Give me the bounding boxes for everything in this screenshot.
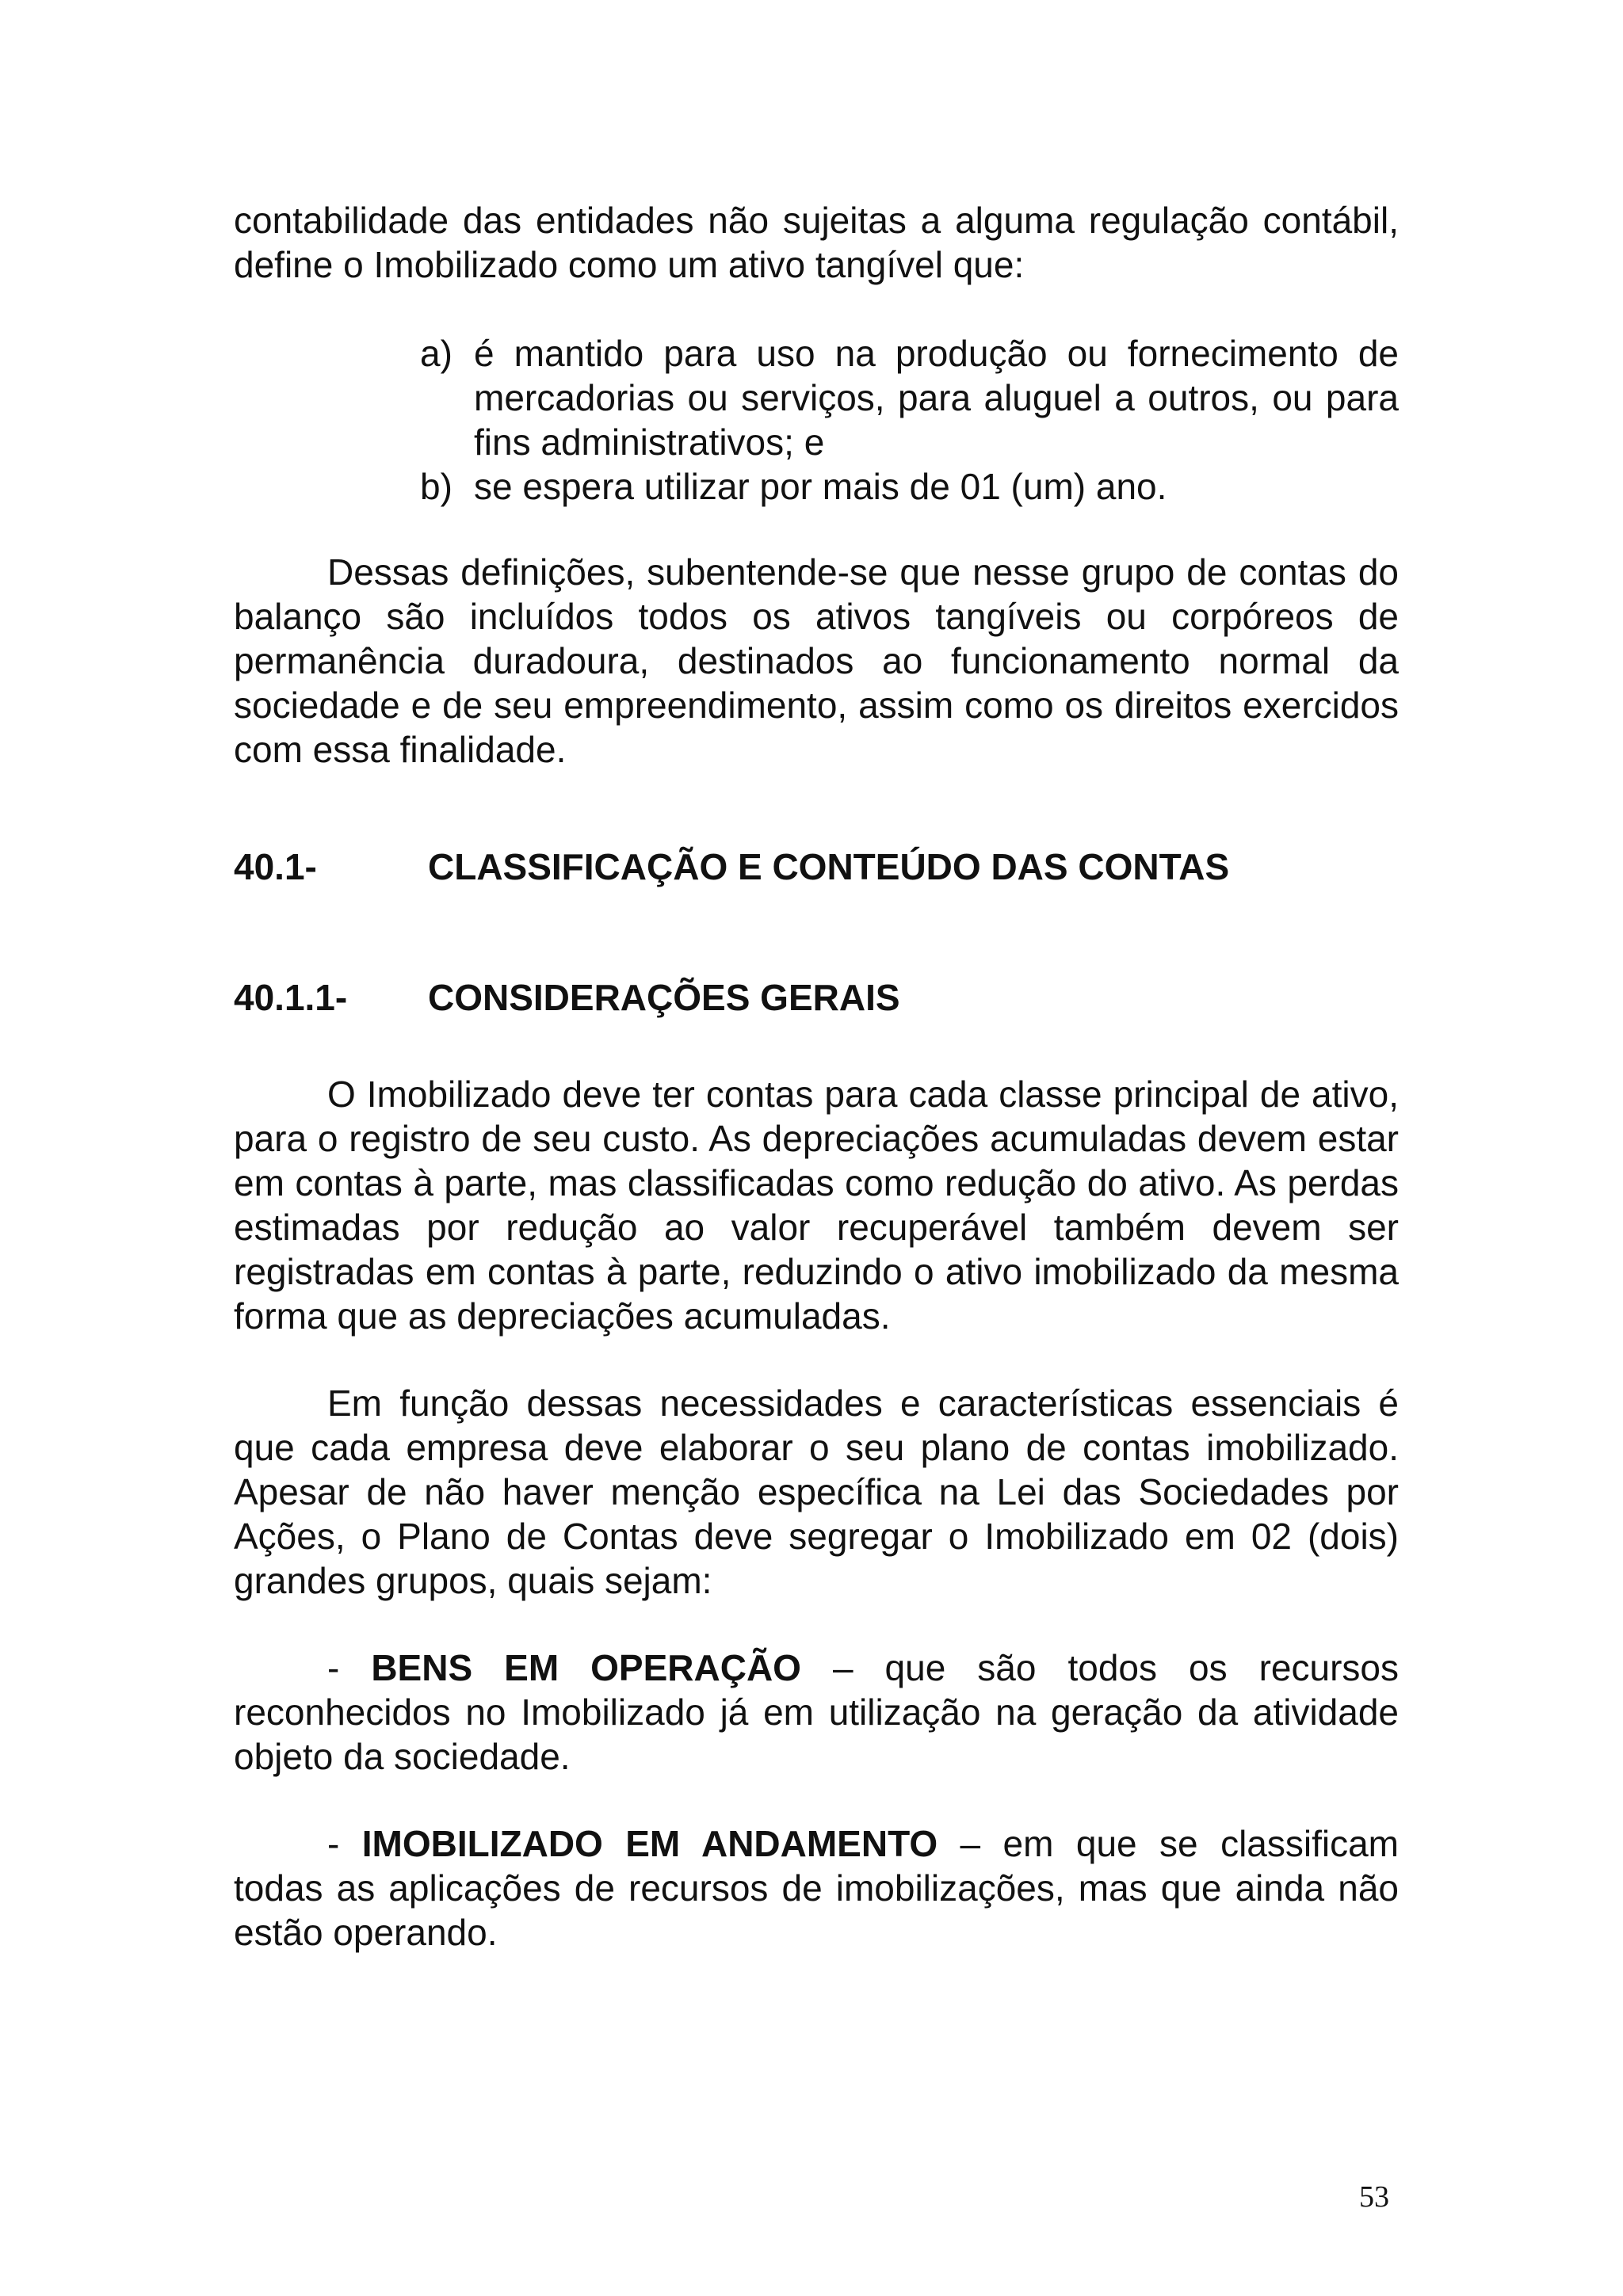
- section-heading: [234, 845, 1229, 889]
- accounts-paragraph: [234, 1072, 1399, 1338]
- groups-text: Em função dessas necessidades e características essenciais é que cada empresa deve elaborar o seu plano de contas imobilizado. Apesar de não haver menção específica na Lei das Sociedades por Ações, o Plano de Contas deve segregar o Imobilizado em 02 (dois) grandes grupos, quais sejam:: [234, 1383, 1399, 1601]
- subsection-heading: [234, 975, 900, 1020]
- group-term: IMOBILIZADO EM ANDAMENTO: [361, 1823, 938, 1864]
- list-item: [420, 331, 1399, 464]
- intro-text: contabilidade das entidades não sujeitas a alguma regulação contábil, define o Imobilizado como um ativo tangível que:: [234, 200, 1399, 285]
- list-marker: a): [420, 333, 453, 374]
- group-description: – que são todos os recursos reconhecidos no Imobilizado já em utilização na geração da atividade objeto da sociedade.: [234, 1647, 1399, 1777]
- definitions-paragraph: [234, 550, 1399, 772]
- group-operation-paragraph: [234, 1646, 1399, 1779]
- definitions-text: Dessas definições, subentende-se que nesse grupo de contas do balanço são incluídos todos os ativos tangíveis ou corpóreos de permanência duradoura, destinados ao funcionamento normal da sociedade e de seu empreendimento, assim como os direitos exercidos com essa finalidade.: [234, 551, 1399, 770]
- section-number: 40.1-: [234, 846, 317, 887]
- group-description: – em que se classificam todas as aplicações de recursos de imobilizações, mas que ainda não estão operando.: [234, 1823, 1399, 1953]
- accounts-text: O Imobilizado deve ter contas para cada classe principal de ativo, para o registro de seu custo. As depreciações acumuladas devem estar em contas à parte, mas classificadas como redução do ativo. As perdas estimadas por redução ao valor recuperável também devem ser registradas em contas à parte, reduzindo o ativo imobilizado da mesma forma que as depreciações acumuladas.: [234, 1074, 1399, 1337]
- group-term: BENS EM OPERAÇÃO: [371, 1647, 801, 1688]
- groups-paragraph: [234, 1381, 1399, 1603]
- list-item-text: é mantido para uso na produção ou fornecimento de mercadorias ou serviços, para aluguel a outros, ou para fins administrativos; e: [474, 333, 1399, 463]
- page-number: 53: [1359, 2180, 1389, 2214]
- group-in-progress-text: [234, 1821, 1399, 1955]
- list-item-text: se espera utilizar por mais de 01 (um) ano.: [474, 466, 1167, 507]
- list-item: [420, 464, 1399, 509]
- section-title: CLASSIFICAÇÃO E CONTEÚDO DAS CONTAS: [428, 846, 1230, 887]
- definition-list: [420, 331, 1399, 509]
- list-marker: b): [420, 466, 453, 507]
- subsection-number: 40.1.1-: [234, 977, 348, 1018]
- subsection-title: CONSIDERAÇÕES GERAIS: [428, 977, 900, 1018]
- intro-paragraph: [234, 198, 1399, 287]
- group-in-progress-paragraph: [234, 1821, 1399, 1955]
- group-prefix: -: [327, 1823, 362, 1864]
- group-operation-text: [234, 1646, 1399, 1779]
- group-prefix: -: [327, 1647, 372, 1688]
